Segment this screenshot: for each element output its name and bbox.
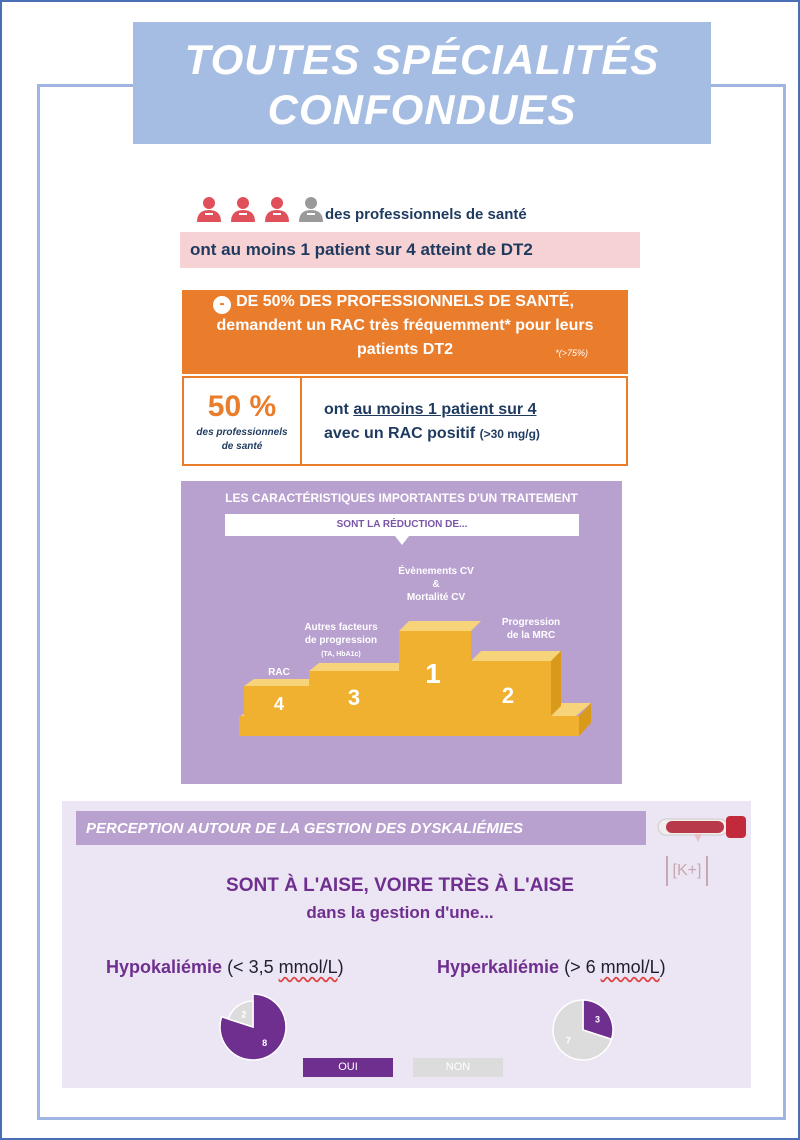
hypo-range-suffix: ) <box>337 957 344 977</box>
podium-rank1: 1 <box>425 658 441 689</box>
hyper-range-suffix: ) <box>659 957 666 977</box>
hypo-range-prefix: (< 3,5 <box>222 957 279 977</box>
rank3-label <box>291 621 391 661</box>
rac-positive-text <box>324 398 540 446</box>
hypo-name: Hypokaliémie <box>106 957 223 977</box>
rac-positive-percent: 50 % <box>207 390 277 423</box>
podium-step1-top <box>399 621 481 631</box>
rac-positive-stat <box>184 378 302 464</box>
rank3-label-line2: de progression <box>304 635 378 646</box>
rac-positive-underlined: au moins 1 patient sur 4 <box>353 401 537 418</box>
rank1-label-line1: Évènements CV <box>398 566 474 577</box>
blood-tube-icon <box>656 812 748 846</box>
perception-header <box>76 811 646 845</box>
podium-step2-side <box>551 651 561 716</box>
rac-request-line3: patients DT2 <box>356 341 453 358</box>
rac-positive-threshold: (>30 mg/g) <box>479 427 540 441</box>
treatment-heading: LES CARACTÉRISTIQUES IMPORTANTES D'UN TRAITEMENT <box>225 491 578 505</box>
perception-question2: dans la gestion d'une... <box>306 903 494 922</box>
person-icon-highlighted <box>263 196 291 222</box>
rac-request-line2: demandent un RAC très fréquemment* pour leurs <box>216 317 594 334</box>
title-line1: TOUTES SPÉCIALITÉS <box>184 36 660 83</box>
rac-positive-text2: avec un RAC positif <box>324 425 480 442</box>
hypokaliemia-title <box>106 957 344 978</box>
dt2-statement: ont au moins 1 patient sur 4 atteint de DT2 <box>190 240 533 259</box>
rac-positive-sub1: des professionnels <box>196 427 288 438</box>
podium-rank3: 3 <box>347 685 361 710</box>
hyper-unit: mmol/L <box>600 957 660 977</box>
pie-slice-oui-label: 3 <box>595 1014 601 1025</box>
hyperkaliemia-title <box>437 957 666 978</box>
podium-rank2: 2 <box>501 683 515 708</box>
rac-request-box <box>182 290 628 374</box>
minus-icon: - <box>213 296 231 314</box>
rank1-label-line2: & <box>432 579 440 590</box>
rac-positive-sub2: de santé <box>221 441 263 452</box>
rank1-label-line3: Mortalité CV <box>406 592 466 603</box>
podium-rank4: 4 <box>273 694 285 714</box>
pie-slice-non-label: 2 <box>241 1009 247 1020</box>
pie-slice-non-label: 7 <box>565 1035 571 1046</box>
treatment-box <box>181 481 622 784</box>
podium-base <box>239 716 579 736</box>
legend-oui: OUI <box>303 1058 393 1077</box>
rac-request-note: *(>75%) <box>555 348 588 358</box>
legend-non: NON <box>413 1058 503 1077</box>
title-line2: CONFONDUES <box>267 86 577 133</box>
professional-icons <box>195 196 325 222</box>
rank1-label <box>386 565 486 604</box>
rac-positive-text1: ont <box>324 401 354 418</box>
person-icon-highlighted <box>195 196 223 222</box>
person-icon-highlighted <box>229 196 257 222</box>
rank3-label-line3: (TA, HbA1c) <box>321 651 361 658</box>
podium-step4-top <box>244 679 319 686</box>
perception-heading: PERCEPTION AUTOUR DE LA GESTION DES DYSKALIÉMIES <box>86 820 523 837</box>
rac-positive-box <box>182 376 628 466</box>
perception-question1: SONT À L'AISE, VOIRE TRÈS À L'AISE <box>226 875 574 896</box>
rank3-label-line1: Autres facteurs <box>304 622 378 633</box>
title-banner <box>133 22 711 144</box>
hyper-range-prefix: (> 6 <box>559 957 601 977</box>
hypokaliemia-pie <box>218 992 288 1062</box>
treatment-bubble: SONT LA RÉDUCTION DE... <box>225 514 579 536</box>
hypo-unit: mmol/L <box>278 957 338 977</box>
hyper-name: Hyperkaliémie <box>437 957 560 977</box>
rank2-label-line1: Progression <box>501 617 561 628</box>
pie-slice-oui-label: 8 <box>262 1038 268 1049</box>
person-icon-grey <box>297 196 325 222</box>
rank4-label: RAC <box>268 667 290 678</box>
rank2-label <box>486 616 576 642</box>
rank2-label-line2: de la MRC <box>506 630 556 641</box>
hyperkaliemia-pie <box>548 995 618 1065</box>
podium-step2-top <box>471 651 561 661</box>
potassium-icon: [K+] <box>666 856 708 886</box>
podium-step3-top <box>309 663 409 671</box>
dt2-statement-bar <box>180 232 640 268</box>
professionals-label: des professionnels de santé <box>325 206 527 223</box>
rac-request-line1: DE 50% DES PROFESSIONNELS DE SANTÉ, <box>236 293 574 310</box>
